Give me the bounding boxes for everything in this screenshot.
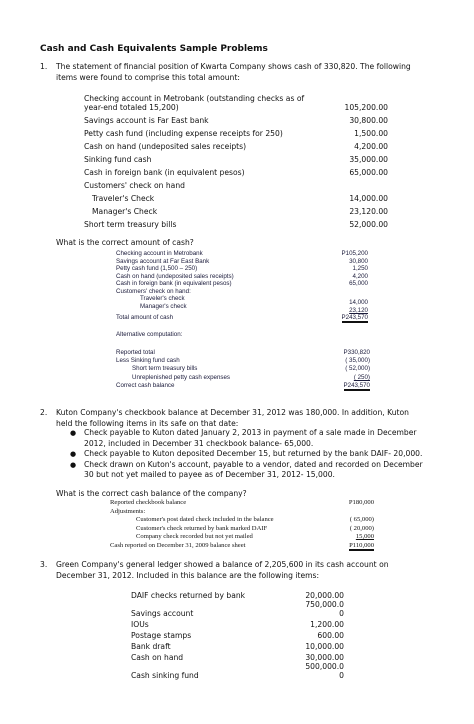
alt-label: Short term treasury bills	[132, 365, 198, 372]
item-label: Cash sinking fund	[131, 671, 199, 680]
solution-amount: ( 65,000)	[349, 516, 374, 523]
solution-amount: 14,000	[349, 299, 368, 306]
problem-1-number: 1.	[40, 62, 48, 71]
alt-amount	[320, 374, 370, 381]
solution-label: Adjustments:	[110, 507, 146, 515]
problem-3-statement-line1: Green Company's general ledger showed a balance of 2,205,600 in its cash account on	[56, 560, 389, 569]
alternative-heading: Alternative computation:	[116, 331, 183, 338]
item-label: Savings account is Far East bank	[84, 116, 209, 125]
problem-2-statement-line1: Kuton Company's checkbook balance at December 31, 2012 was 180,000. In addition, Kuton	[56, 408, 409, 417]
item-label: Savings account	[131, 609, 194, 618]
item-label: Cash on hand (undeposited sales receipts)	[84, 142, 247, 151]
alt-label: Unreplenished petty cash expenses	[132, 374, 231, 381]
solution-label: Petty cash fund (1,500 – 250)	[116, 265, 198, 272]
alt-label: Reported total	[116, 349, 155, 356]
solution-label: Cash on hand (undeposited sales receipts)	[116, 272, 234, 280]
solution-amount-value: 15,000	[355, 533, 374, 540]
item-amount: 750,000.0	[305, 600, 344, 609]
alt-amount: P330,820	[343, 349, 370, 356]
solution-label: Customers' check on hand:	[116, 287, 191, 295]
item-label: Short term treasury bills	[84, 220, 177, 229]
item-amount: 14,000.00	[349, 194, 388, 203]
alt-total-amount	[320, 382, 370, 389]
item-amount: 105,200.00	[344, 103, 388, 112]
item-amount: 30,800.00	[349, 116, 388, 125]
solution-total-amount	[320, 542, 374, 549]
solution-label: Customer's post dated check included in the balance	[136, 516, 274, 523]
bullet-icon: ●	[70, 429, 77, 437]
item-amount: 0	[339, 609, 344, 618]
item-amount: 35,000.00	[349, 155, 388, 164]
solution-label: Reported checkbook balance	[110, 499, 187, 506]
solution-label: Company check recorded but not yet mailed	[136, 533, 253, 540]
item-amount: 1,200.00	[310, 620, 344, 629]
solution-amount: P105,200	[341, 250, 368, 257]
item-amount: 20,000.00	[305, 591, 344, 600]
alt-label: Less Sinking fund cash	[116, 357, 180, 364]
alt-total-label: Correct cash balance	[116, 382, 175, 389]
item-amount: 23,120.00	[349, 207, 388, 216]
solution-label: Traveler's check	[140, 295, 185, 302]
solution-amount	[320, 307, 368, 314]
item-label: Checking account in Metrobank (outstanding checks as of	[84, 94, 305, 103]
alt-amount: ( 52,000)	[345, 365, 370, 372]
item-amount: 0	[339, 671, 344, 680]
problem-2-statement-line2: held the following items in its safe on that date:	[56, 418, 239, 428]
item-amount: 500,000.0	[305, 662, 344, 671]
item-amount: 65,000.00	[349, 168, 388, 177]
bullet-text: 2012, included in December 31 checkbook balance- 65,000.	[84, 438, 314, 448]
solution-amount: 30,800	[349, 257, 368, 265]
problem-2-question: What is the correct cash balance of the company?	[56, 489, 247, 498]
item-label: Manager's Check	[92, 207, 158, 216]
solution-amount: P180,000	[348, 499, 374, 506]
solution-total-label: Cash reported on December 31, 2009 balance sheet	[110, 541, 246, 549]
bullet-icon: ●	[70, 450, 77, 458]
alt-total-value: P243,570	[343, 382, 370, 389]
solution-label: Cash in foreign bank (in equivalent pesos)	[116, 280, 232, 287]
item-label: IOUs	[131, 620, 149, 629]
problem-1-statement-line1: The statement of financial position of Kwarta Company shows cash of 330,820. The following	[56, 62, 411, 71]
item-amount: 600.00	[317, 631, 344, 640]
item-label: Postage stamps	[131, 631, 192, 640]
item-label: Bank draft	[131, 642, 171, 651]
solution-amount: 4,200	[352, 272, 368, 280]
solution-amount	[320, 533, 374, 540]
problem-3-statement-line2: December 31, 2012. Included in this balance are the following items:	[56, 570, 320, 580]
bullet-text: Check payable to Kuton deposited December 15, but returned by the bank DAIF- 20,000.	[84, 449, 423, 458]
solution-amount-value: 23,120	[349, 306, 368, 314]
bullet-text: 30 but not yet mailed to payee as of December 31, 2012- 15,000.	[84, 470, 335, 479]
item-amount: 4,200.00	[354, 142, 388, 151]
item-amount: 52,000.00	[349, 220, 388, 229]
solution-total-value: P110,000	[349, 541, 374, 549]
item-label: DAIF checks returned by bank	[131, 591, 246, 600]
solution-label: Customer's check returned by bank marked DAIF	[136, 524, 268, 532]
problem-1-statement-line2: items were found to comprise this total amount:	[56, 72, 240, 82]
item-amount: 30,000.00	[305, 653, 344, 662]
alt-amount-value: ( 250)	[353, 374, 370, 381]
bullet-text: Check drawn on Kuton's account, payable to a vendor, dated and recorded on December	[84, 459, 423, 469]
solution-amount: ( 20,000)	[349, 524, 374, 532]
item-label: Traveler's Check	[92, 194, 155, 203]
solution-amount: 1,250	[352, 265, 368, 272]
problem-2-number: 2.	[40, 408, 48, 417]
item-label: Customers' check on hand	[84, 181, 185, 190]
problem-1-question: What is the correct amount of cash?	[56, 238, 194, 247]
alt-amount: ( 35,000)	[345, 357, 370, 364]
problem-3-number: 3.	[40, 560, 48, 569]
item-label: year-end totaled 15,200)	[84, 103, 179, 112]
item-amount: 1,500.00	[354, 129, 388, 138]
solution-total-value: P243,570	[341, 314, 368, 321]
item-label: Petty cash fund (including expense receipts for 250)	[84, 129, 283, 138]
solution-total-label: Total amount of cash	[116, 314, 174, 321]
item-label: Cash in foreign bank (in equivalent pesos)	[84, 168, 245, 177]
bullet-icon: ●	[70, 460, 77, 469]
document-title: Cash and Cash Equivalents Sample Problems	[40, 44, 268, 54]
bullet-text: Check payable to Kuton dated January 2, 2013 in payment of a sale made in December	[84, 428, 417, 437]
solution-label: Checking account in Metrobank	[116, 250, 203, 257]
solution-label: Savings account at Far East Bank	[116, 257, 210, 265]
item-amount: 10,000.00	[305, 642, 344, 651]
item-label: Cash on hand	[131, 653, 184, 662]
solution-amount: 65,000	[349, 280, 368, 287]
item-label: Sinking fund cash	[84, 155, 152, 164]
solution-label: Manager's check	[140, 302, 187, 310]
solution-total-amount	[320, 314, 368, 321]
